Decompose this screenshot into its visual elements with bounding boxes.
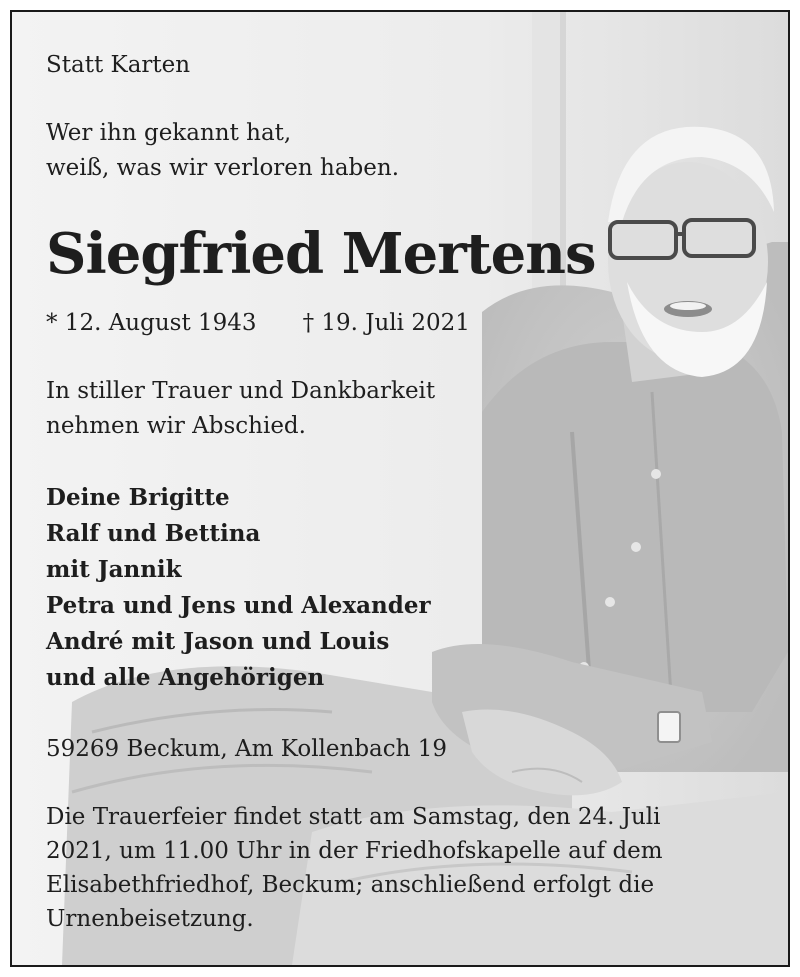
statt-karten-label: Statt Karten bbox=[46, 52, 191, 78]
farewell-line-2: nehmen wir Abschied. bbox=[46, 413, 306, 439]
life-dates bbox=[46, 306, 470, 341]
notice-text bbox=[12, 12, 788, 965]
quote-line-1: Wer ihn gekannt hat, bbox=[46, 120, 292, 146]
ceremony-line-3: Elisabethfriedhof, Beckum; anschließend erfolgt die bbox=[46, 872, 655, 898]
deceased-name: Siegfried Mertens bbox=[46, 221, 596, 287]
mourner-line: André mit Jason und Louis bbox=[46, 628, 390, 655]
address: 59269 Beckum, Am Kollenbach 19 bbox=[46, 736, 448, 762]
death-date: † 19. Juli 2021 bbox=[302, 310, 470, 336]
farewell-line-1: In stiller Trauer und Dankbarkeit bbox=[46, 378, 436, 404]
ceremony-line-1: Die Trauerfeier findet statt am Samstag, den 24. Juli bbox=[46, 804, 661, 830]
mourner-line: und alle Angehörigen bbox=[46, 664, 325, 691]
ceremony-line-4: Urnenbeisetzung. bbox=[46, 906, 254, 932]
ceremony-line-2: 2021, um 11.00 Uhr in der Friedhofskapelle auf dem bbox=[46, 838, 663, 864]
obituary-notice bbox=[10, 10, 790, 967]
birth-date: * 12. August 1943 bbox=[46, 310, 257, 336]
mourner-line: mit Jannik bbox=[46, 556, 182, 583]
quote-line-2: weiß, was wir verloren haben. bbox=[46, 155, 400, 181]
mourner-line: Deine Brigitte bbox=[46, 484, 230, 511]
mourner-line: Petra und Jens und Alexander bbox=[46, 592, 431, 619]
mourner-line: Ralf und Bettina bbox=[46, 520, 261, 547]
